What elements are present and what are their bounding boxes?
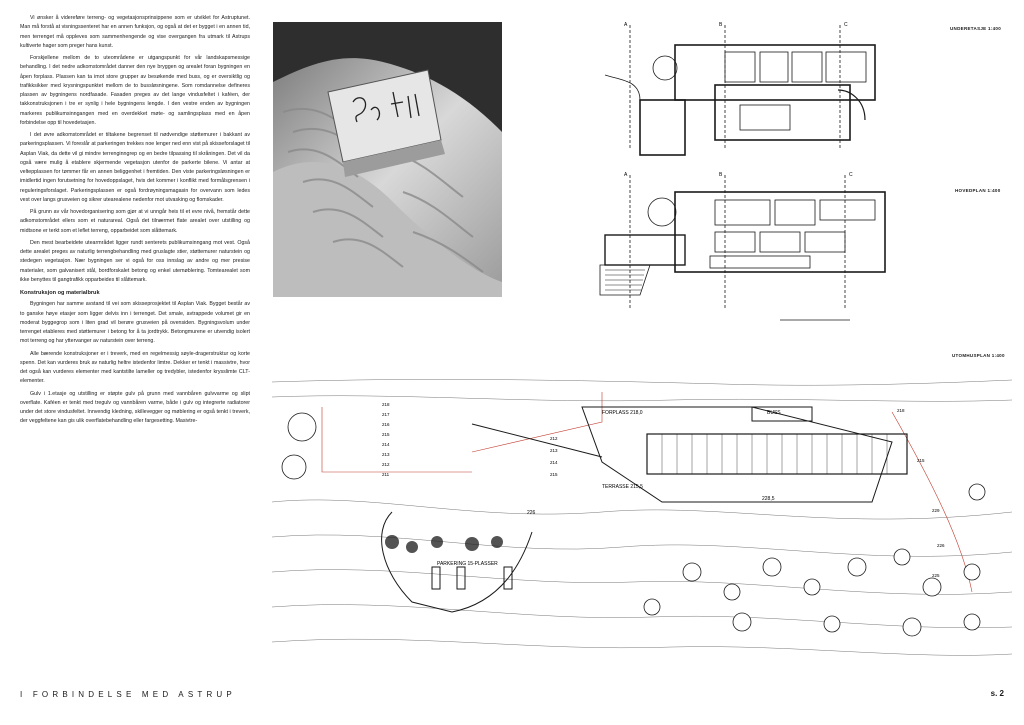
- contour-label: 212: [382, 462, 390, 467]
- paragraph: Den mest bearbeidete utearmrådet ligger rundt senterets publikumsinngang mot vest. Også dette arealet preges av naturlig terrengbehandling med gruslagte stier, støttemurer naturstein og stedegen vegetasjon. Nær bygningen ser vi også for oss innslag av andre og mer presise materialer, som galvanisert stål, bordforskalet betong og enkel utemøblering. Tomtearealet som ikke benyttes til gangtrafikk opparbeides til slåttemark.: [20, 239, 250, 283]
- contour-label: 225: [932, 573, 940, 578]
- underetasje-plan: [580, 20, 940, 160]
- paragraph: Bygningen har samme avstand til vei som skisseprosjektet til Asplan Viak. Bygget består av to ganske høye etasjer som ligger delvis inn i terrenget. Det smale, avtrappede volumet gir en moderat byggegrop som i liten grad vil berøre grusveien på ovensiden. Bygningsvolum under terrenget etableres med støttemurer i betong for å ta jordtrykk. Betongmurene er utvendig isolert mot terreng og har yttervanger av naturstein over terreng.: [20, 301, 250, 345]
- hovedplan-title: HOVEDPLAN 1:400: [955, 188, 1001, 193]
- paragraph: Forskjellene mellom de to uteområdene er utgangspunkt for vår landskapsmessige behandling. I det nedre adkomstområdet danner den nye bryggen og arealet foran bygningen en åpen forplass. Plassen kan ta imot store grupper av besøkende med buss, og er oversiktlig og trafikksikker med krysningspunktet mellom de to bussløsningene. Som romdannelse defineres plassen av bygningens nordfasade. Fasaden preges av det lange vindusfeltet i kaféen, der takkonstruksjonen i tre er synlig i hele bygningens lengde. I den vestre enden av bygningen markeres publikumsinngangen med en overdekket møte- og samlingsplass med en åpen forbindelse opp til hovedetasjen.: [20, 55, 250, 126]
- model-photo-illustration: [273, 22, 502, 297]
- contour-label: 215: [917, 458, 925, 463]
- contour-label: 229: [932, 508, 940, 513]
- section-mark: C: [849, 172, 853, 178]
- page-number: s. 2: [990, 689, 1004, 698]
- model-photo: [273, 22, 502, 297]
- utomhusplan-title: UTOMHUSPLAN 1:400: [952, 353, 1005, 358]
- paragraph: Vi ønsker å videreføre terreng- og vegetasjonsprinsippene som er utviklet for Astruptunet. Man må forstå at visningssenteret har en annen funksjon, og også at det er bygget i en annen tid, men terrenget må oppleves som sammenhengende og vise overgangen fra utmark til Astrups kultiverte hager som preger hans kunst.: [20, 15, 250, 49]
- parkering-label: PARKERING 15-PLASSER: [437, 561, 498, 567]
- elevation-label: 228,5: [762, 496, 775, 502]
- section-mark: C: [844, 22, 848, 28]
- footer-title: I FORBINDELSE MED ASTRUP: [20, 690, 236, 699]
- hovedplan-plan: [590, 170, 940, 330]
- section-heading: Konstruksjon og materialbruk: [20, 290, 100, 296]
- contour-label: 214: [382, 442, 390, 447]
- body-text-column: [20, 14, 250, 430]
- contour-label: 218: [897, 408, 905, 413]
- section-mark: B: [719, 172, 723, 178]
- section-mark: A: [624, 22, 628, 28]
- contour-label: 214: [550, 460, 558, 465]
- contour-label: 216: [382, 422, 390, 427]
- contour-label: 218: [382, 402, 390, 407]
- contour-label: 213: [382, 452, 390, 457]
- elevation-label: 226: [527, 510, 536, 516]
- underetasje-title: UNDERETASJE 1:400: [950, 26, 1002, 31]
- contour-label: 226: [937, 543, 945, 548]
- contour-label: 217: [382, 412, 390, 417]
- buss-label: BUSS: [767, 410, 781, 416]
- utomhusplan-site-plan: [272, 362, 1012, 672]
- paragraph: Alle bærende konstruksjoner er i treverk, med en regelmessig søyle-dragerstruktur og korte spenn. Det kan vurderes bruk av naturlig heltre istedenfor limtre. Dekker er tenkt i massivtre, hvor det også kan vurderes elementer med kantstilte lameller og tredybler, istedenfor krysslimte CLT-elementer.: [20, 350, 250, 385]
- contour-label: 211: [382, 472, 390, 477]
- paragraph: Gulv i 1.etasje og utstilling er støpte gulv på grunn med vannbåren gulvvarme og slipt overflate. Kaféen er tenkt med tregulv og vannbåren varme, både i gulv og integrerte radiatorer under det store vindusfeltet. Innvendig kledning, skillevegger og møblering er også tenkt i treverk, der veggfeltene kan gis ulik overflatebehandling eller fargesetting. Masivtre-: [20, 390, 250, 425]
- contour-label: 213: [550, 448, 558, 453]
- terrasse-label: TERRASSE 215,5: [602, 484, 643, 490]
- contour-label: 215: [550, 472, 558, 477]
- paragraph: På grunn av vår hovedorganisering som gjør at vi unngår heis til et evre nivå, fremstår dette adkomstområdet ellers som et naturareal. Også det tilnærmet flate arealet over utstilling og midtsone er terkt som et leflet terreng, opparbeidet som slåttemark.: [20, 209, 250, 234]
- section-mark: B: [719, 22, 723, 28]
- contour-label: 215: [382, 432, 390, 437]
- forplass-label: FORPLASS 218,0: [602, 410, 643, 416]
- section-mark: A: [624, 172, 628, 178]
- paragraph: I det øvre adkomstområdet er tiltakene begrenset til nødvendige støttemurer i bakkant av parkeringsplassen. Vi foreslår at parkeringen trekkes noe lenger ned enn vist på skisseforslaget til Asplan Viak, da dette vil gi mindre terrenginngrep og en bedre tilpassing til skråningen. Det vil da også være mulig å etablere skjermende vegetasjon utenfor de parkerte bilene. Vi antar at veltepplassen for tømmer får en annen beliggenhet i fremtiden. Den viste parkeringsløsningen er imidlertid ingen forutsetning for hovedoppslaget, hvis det kommer i konflikt med formålsgrensen i reguleringsforslaget. Parkeringsplassen er også fordrøyningsmagasin for overvann som ledes vest over langs grusveien og sikrer utearealene nedenfor mot utvasking og flomskader.: [20, 132, 250, 203]
- contour-label: 212: [550, 436, 558, 441]
